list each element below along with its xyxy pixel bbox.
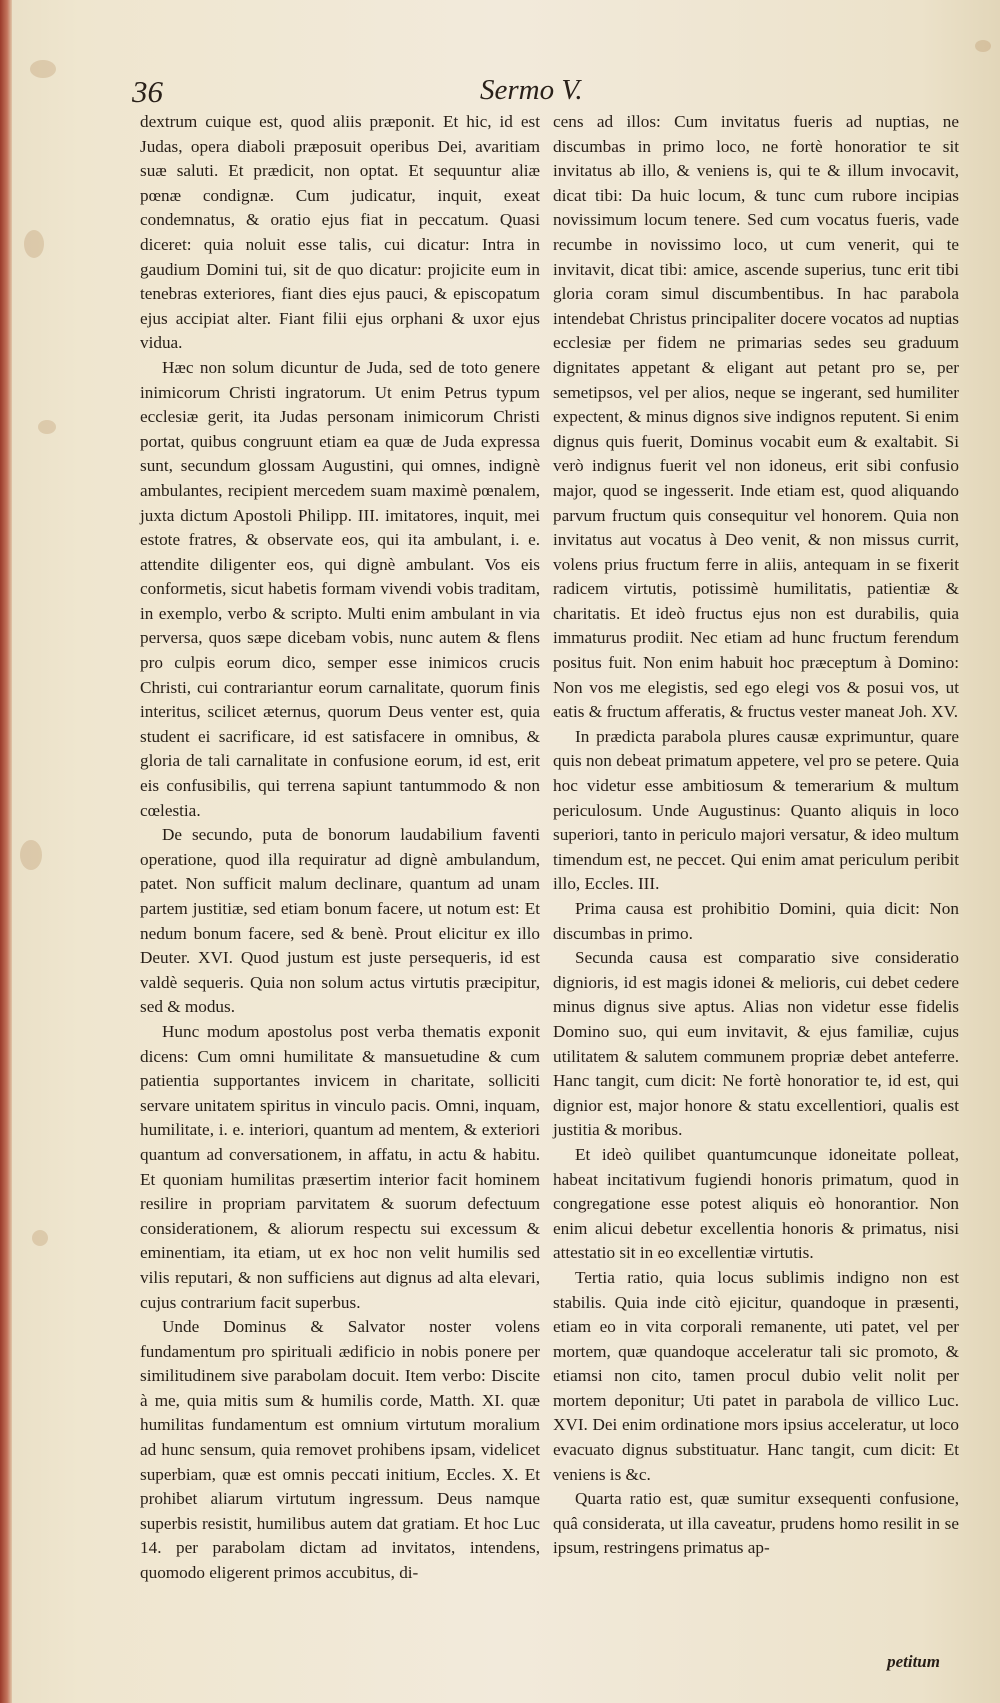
paragraph: Quarta ratio est, quæ sumitur exsequenti confusione, quâ considerata, ut illa caveatur, prudens homo resilit in se ipsum, restringens primatus ap- xyxy=(553,1489,959,1558)
left-text-column xyxy=(140,110,540,1586)
paper-stain xyxy=(32,1230,48,1246)
paragraph: Et ideò quilibet quantumcunque idoneitate polleat, habeat incitativum fugiendi honoris primatum, quod in congregatione esse potest aliquis eò honorantior. Non enim alicui debetur excellentia honoris & primatus, nisi attestatio sit in eo excellentiæ virtutis. xyxy=(553,1144,959,1263)
paper-stain xyxy=(38,420,56,434)
right-text-column xyxy=(553,110,959,1561)
page-header xyxy=(0,74,1000,114)
paragraph: Unde Dominus & Salvator noster volens fundamentum pro spirituali ædificio in nobis ponere per similitudinem sive parabolam docuit. Item verbo: Discite à me, quia mitis sum & humilis corde, Matth. XI. quæ humilitas fundamentum est omnium virtutum moralium ad hunc sensum, quia removet prohibens ipsam, videlicet superbiam, quæ est omnis peccati initium, Eccles. X. Et prohibet aliarum virtutum ingressum. Deus namque superbis resistit, humilibus autem dat gratiam. Et hoc Luc 14. per parabolam dictam ad invitatos, intendens, quomodo eligerent primos accubitus, di- xyxy=(140,1317,540,1583)
paper-stain xyxy=(24,230,44,258)
paragraph: Prima causa est prohibitio Domini, quia dicit: Non discumbas in primo. xyxy=(553,899,959,943)
running-head: Sermo V. xyxy=(480,74,583,106)
paragraph: Tertia ratio, quia locus sublimis indigno non est stabilis. Quia inde citò ejicitur, quandoque in præsenti, etiam eo in vita corporali remanente, uti patet, vel per mortem, quæ quandoque acceleratur tali sic promoto, & etiamsi non cito, tamen procul dubio velit nolit per mortem deponitur; Uti patet in parabola de villico Luc. XVI. Dei enim ordinatione mors ipsius acceleratur, ut loco evacuato dignus substituatur. Hanc tangit, cum dicit: Et veniens is &c. xyxy=(553,1267,959,1484)
paragraph: De secundo, puta de bonorum laudabilium faventi operatione, quod illa requiratur ad dignè ambulandum, patet. Non sufficit malum declinare, quantum ad unam partem justitiæ, sed etiam bonum facere, ut notum est: Et nedum bonum facere, sed & benè. Prout elicitur ex illo Deuter. XVI. Quod justum est juste persequeris, id est valdè sequeris. Quia non solum actus virtutis præcipitur, sed & modus. xyxy=(140,825,540,1017)
page-number: 36 xyxy=(132,74,163,109)
book-spine-edge xyxy=(0,0,12,1703)
paper-stain xyxy=(20,840,42,870)
paragraph: Hæc non solum dicuntur de Juda, sed de toto genere inimicorum Christi ingratorum. Ut enim Petrus typum ecclesiæ gerit, ita Judas personam inimicorum Christi portat, quibus congruunt etiam ea quæ de Juda expressa sunt, secundum glossam Augustini, qui omnes, indignè ambulantes, recipient mercedem suam maximè pœnalem, juxta dictum Apostoli Philipp. III. imitatores, inquit, mei estote fratres, & observate eos, qui ita ambulant, i. e. attendite diligenter eos, qui dignè ambulant. Vos eis conformetis, sicut habetis formam vivendi vobis traditam, in exemplo, verbo & scripto. Multi enim ambulant in via perversa, quos sæpe dicebam vobis, nunc autem & flens pro culpis eorum dico, semper esse inimicos crucis Christi, cui contrariantur eorum carnalitate, quorum finis interitus, scilicet æternus, quorum Deus venter est, quia student ei sacrificare, id est satisfacere in omnibus, & gloria de tali carnalitate in confusione eorum, id est, erit eis confusibilis, qui terrena sapiunt tantummodo & non cœlestia. xyxy=(140,357,540,820)
paragraph: dextrum cuique est, quod aliis præponit. Et hic, id est Judas, opera diaboli præposuit operibus Dei, avaritiam suæ saluti. Et prædicit, non optat. Et sequuntur aliæ pœnæ condignæ. Cum judicatur, inquit, exeat condemnatus, & oratio ejus fiat in peccatum. Quasi diceret: quia noluit esse talis, cui dicatur: Intra in gaudium Domini tui, sit de quo dicatur: projicite eum in tenebras exteriores, fiant dies ejus pauci, & episcopatum ejus accipiat alter. Fiant filii ejus orphani & uxor ejus vidua. xyxy=(140,112,540,353)
paragraph: Secunda causa est comparatio sive consideratio dignioris, id est magis idonei & melioris, cui debet cedere minus dignus sive aptus. Alias non videtur esse fidelis Domino suo, qui eum invitavit, & ejus familiæ, cujus utilitatem & salutem communem propriæ debet anteferre. Hanc tangit, cum dicit: Ne fortè honoratior te, id est, qui dignior est, major honore & statu excellentiori, qualis est justitia & moribus. xyxy=(553,948,959,1140)
paragraph: cens ad illos: Cum invitatus fueris ad nuptias, ne discumbas in primo loco, ne fortè honoratior te sit invitatus ab illo, & veniens is, qui te & illum invocavit, dicat tibi: Da huic locum, & tunc cum rubore incipias novissimum locum tenere. Sed cum vocatus fueris, vade recumbe in novissimo loco, ut cum venerit, qui te invitavit, dicat tibi: amice, ascende superius, tunc erit tibi gloria coram simul discumbentibus. In hac parabola intendebat Christus principaliter docere vocatos ad nuptias ecclesiæ per fidem ne primarias sedes seu graduum dignitates appetant & eligant aut petant pro se, per semetipsos, vel per alios, neque se ingerant, sed humiliter expectent, & minus dignos sive indignos reputent. Si enim dignus quis fuerit, Dominus vocabit eum & exaltabit. Si verò indignus fuerit vel non idoneus, erit sibi confusio major, quod se ingesserit. Inde etiam est, quod aliquando parvum fructum quis consequitur vel honorem. Quia non invitatus aut vocatus à Deo venit, & non missus currit, volens prius fructum ferre in aliis, antequam in se fixerit radicem virtutis, potissimè humilitatis, patientiæ & charitatis. Et ideò fructus ejus non est durabilis, quia immaturus prodiit. Nec etiam ad hunc fructum ferendum positus fuit. Non enim habuit hoc præceptum à Domino: Non vos me elegistis, sed ego elegi vos & posui vos, ut eatis & fructum afferatis, & fructus vester maneat Joh. XV. xyxy=(553,112,959,722)
catchword: petitum xyxy=(887,1652,940,1671)
paragraph: In prædicta parabola plures causæ exprimuntur, quare quis non debeat primatum appetere, vel pro se petere. Quia hoc videtur esse ambitiosum & temerarium & multum periculosum. Unde Augustinus: Quanto aliquis in loco superiori, tanto in periculo majori versatur, & ideo multum timendum est, ne peccet. Qui enim amat periculum peribit illo, Eccles. III. xyxy=(553,726,959,894)
paragraph: Hunc modum apostolus post verba thematis exponit dicens: Cum omni humilitate & mansuetudine & cum patientia supportantes invicem in charitate, solliciti servare unitatem spiritus in vinculo pacis. Omni, inquam, humilitate, i. e. interiori, quantum ad mentem, & exteriori quantum ad conversationem, in affatu, in actu & habitu. Et quoniam humilitas præsertim interior facit hominem resilire in propriam parvitatem & suorum defectuum considerationem, & aliorum respectu sui excessum & eminentiam, ita etiam, ut ex hoc non velit humilis sed vilis reputari, & non sufficiens aut dignus ad alta elevari, cujus contrarium facit superbus. xyxy=(140,1021,540,1312)
paper-stain xyxy=(975,40,991,52)
